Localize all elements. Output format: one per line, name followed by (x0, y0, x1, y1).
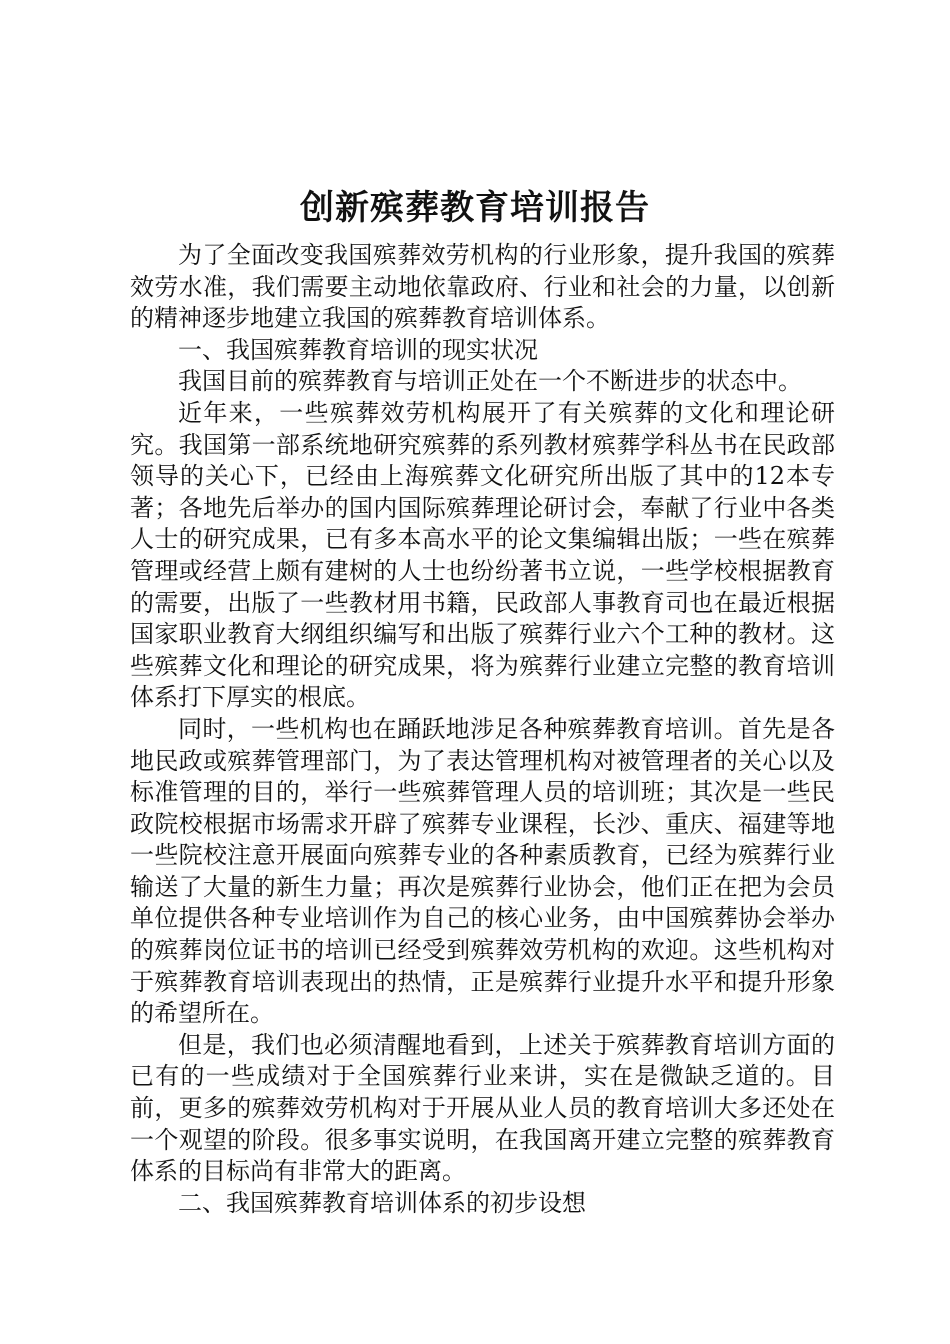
paragraph: 但是，我们也必须清醒地看到，上述关于殡葬教育培训方面的已有的一些成绩对于全国殡葬行业来讲，实在是微缺乏道的。目前，更多的殡葬效劳机构对于开展从业人员的教育培训大多还处在一个观望的阶段。很多事实说明，在我国离开建立完整的殡葬教育体系的目标尚有非常大的距离。 (130, 1030, 835, 1186)
paragraph-intro: 为了全面改变我国殡葬效劳机构的行业形象，提升我国的殡葬效劳水准，我们需要主动地依靠政府、行业和社会的力量，以创新的精神逐步地建立我国的殡葬教育培训体系。 (130, 241, 835, 333)
document-body (130, 240, 835, 1219)
document-title: 创新殡葬教育培训报告 (300, 188, 650, 228)
paragraph: 我国目前的殡葬教育与培训正处在一个不断进步的状态中。 (178, 367, 802, 396)
section-heading-2: 二、我国殡葬教育培训体系的初步设想 (178, 1188, 586, 1217)
paragraph: 同时，一些机构也在踊跃地涉足各种殡葬教育培训。首先是各地民政或殡葬管理部门，为了表达管理机构对被管理者的关心以及标准管理的目的，举行一些殡葬管理人员的培训班；其次是一些民政院校根据市场需求开辟了殡葬专业课程，长沙、重庆、福建等地一些院校注意开展面向殡葬专业的各种素质教育，已经为殡葬行业输送了大量的新生力量；再次是殡葬行业协会，他们正在把为会员单位提供各种专业培训作为自己的核心业务，由中国殡葬协会举办的殡葬岗位证书的培训已经受到殡葬效劳机构的欢迎。这些机构对于殡葬教育培训表现出的热情，正是殡葬行业提升水平和提升形象的希望所在。 (130, 714, 835, 1028)
section-heading-1: 一、我国殡葬教育培训的现实状况 (178, 335, 538, 364)
paragraph: 近年来，一些殡葬效劳机构展开了有关殡葬的文化和理论研究。我国第一部系统地研究殡葬的系列教材殡葬学科丛书在民政部领导的关心下，已经由上海殡葬文化研究所出版了其中的12本专著；各地先后举办的国内国际殡葬理论研讨会，奉献了行业中各类人士的研究成果，已有多本高水平的论文集编辑出版；一些在殡葬管理或经营上颇有建树的人士也纷纷著书立说，一些学校根据教育的需要，出版了一些教材用书籍，民政部人事教育司也在最近根据国家职业教育大纲组织编写和出版了殡葬行业六个工种的教材。这些殡葬文化和理论的研究成果，将为殡葬行业建立完整的教育培训体系打下厚实的根底。 (130, 398, 835, 712)
